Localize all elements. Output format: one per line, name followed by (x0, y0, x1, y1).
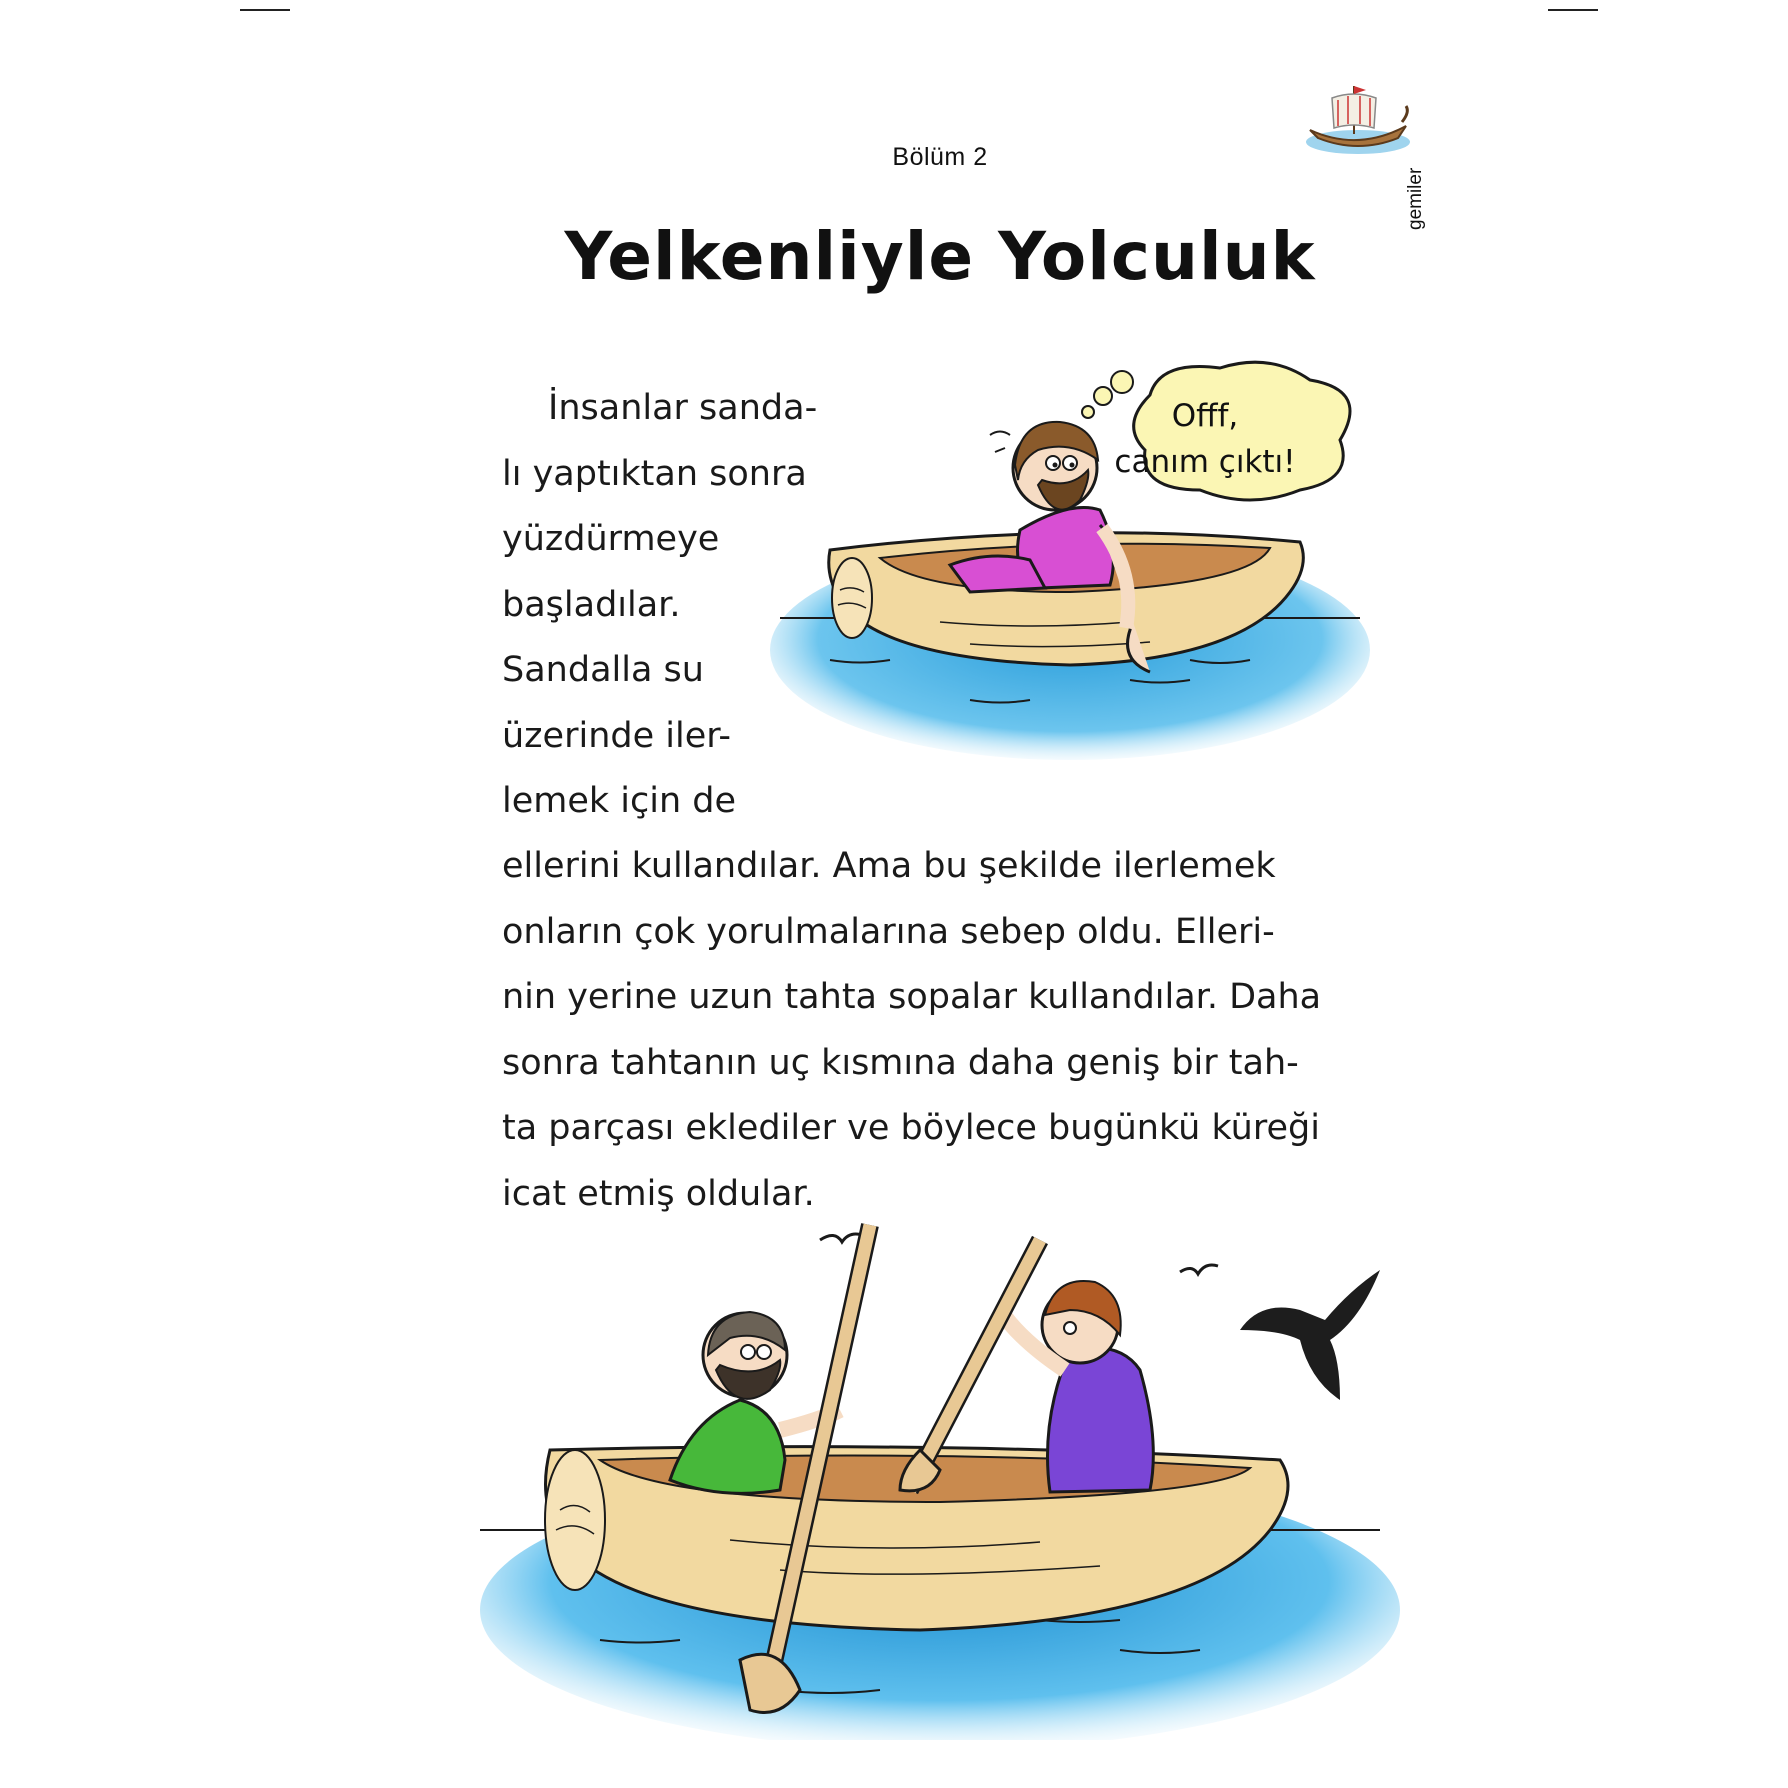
text-line: sonra tahtanın uç kısmına daha geniş bir tah- (502, 1042, 1299, 1083)
text-line: ta parçası eklediler ve böylece bugünkü küreği (502, 1108, 1320, 1148)
text-line: İnsanlar sanda- (548, 388, 818, 428)
bubble-line: Offf, (1171, 398, 1239, 434)
chapter-label: Bölüm 2 (892, 143, 988, 171)
crop-mark-left (240, 9, 290, 11)
text-line: üzerinde iler- (502, 715, 732, 756)
text-line: lemek için de (502, 781, 737, 821)
text-line: yüzdürmeye (502, 519, 720, 559)
text-line: ellerini kullandılar. Ama bu şekilde ilerlemek (502, 846, 1276, 886)
illustration-rowing-boat (480, 1220, 1400, 1740)
crop-mark-right (1548, 9, 1598, 11)
paragraph-block (502, 834, 1330, 1227)
text-line: nin yerine uzun tahta sopalar kullandılar. Daha (502, 977, 1322, 1017)
page-title: Yelkenliyle Yolculuk (564, 218, 1316, 295)
section-side-label: gemiler (1405, 167, 1426, 230)
text-line: Sandalla su (502, 650, 704, 690)
text-line: icat etmiş oldular. (502, 1173, 815, 1214)
text-line: lı yaptıktan sonra (502, 453, 807, 494)
speech-bubble-text (1080, 393, 1330, 485)
text-line: onların çok yorulmalarına sebep oldu. Elleri- (502, 911, 1275, 952)
text-line: başladılar. (502, 584, 681, 625)
bubble-line: canım çıktı! (1114, 444, 1296, 480)
